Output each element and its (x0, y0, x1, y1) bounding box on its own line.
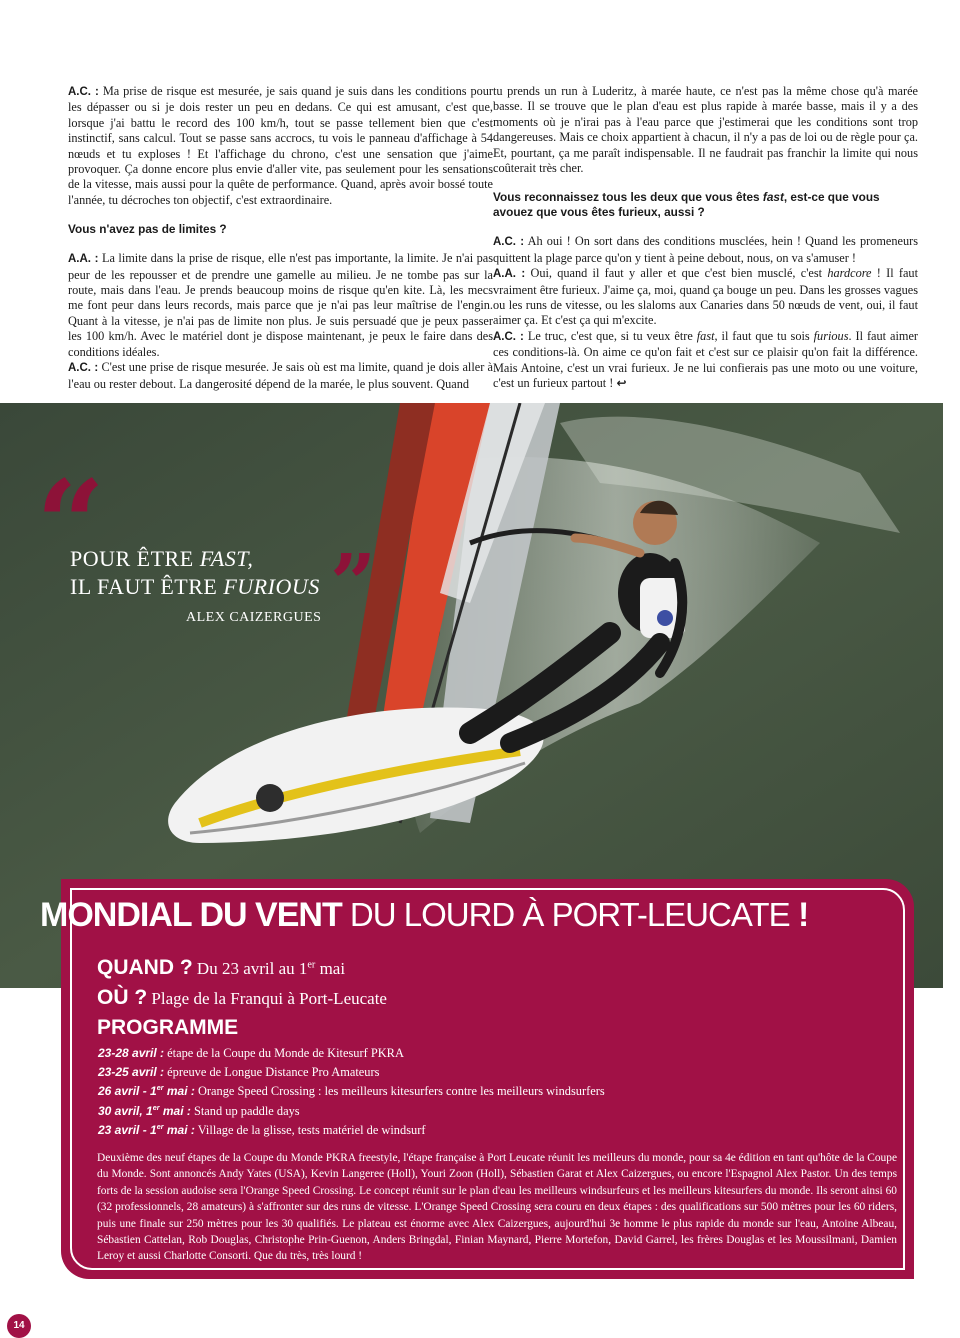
event-programme (97, 1016, 238, 1040)
answer-text: Ma prise de risque est mesurée, je sais quand je suis dans les conditions pour les dépasser ou si je dois rester un peu en dedans. Ce qui est amusant, c'est que, lorsque j'ai battu le record des 100 km/h, tout se passe tellement bien que c'est instinctif, sans calcul. Tout se passe sans accrocs, tu vois le panneau d'affichage à 54 nœuds et tu exploses ! Et l'affichage du chrono, c'est une sensation que j'aime provoquer. Ça donne encore plus envie d'aller vite, pas seulement pour les sensations de la vitesse, mais aussi pour la quête de performance. Quand, après avoir bossé toute l'année, tu décroches ton objectif, c'est extraordinaire. (68, 84, 493, 207)
speaker-label: A.C. : (493, 236, 525, 249)
answer-text: . Il faut aimer ces conditions-là. On aime ce qu'on fait et c'est sur ce plaisir qu'on fait la différence. Mais Antoine, c'est un vrai furieux. Je ne lui confierais pas une moto ou une voiture, c'est un furieux partout ! (493, 328, 919, 391)
quote-line-2 (70, 574, 320, 600)
answer-paragraph (68, 84, 493, 208)
programme-item (98, 1063, 605, 1082)
programme-item (98, 1082, 605, 1101)
answer-emphasis: hardcore (827, 266, 872, 281)
programme-date-sup: er (156, 1083, 164, 1093)
quote-emphasis: FURIOUS (223, 574, 320, 599)
quote-open-mark: “ (36, 454, 106, 595)
quote-text: POUR ÊTRE (70, 546, 200, 571)
programme-item (98, 1121, 605, 1140)
programme-date-text: 23-28 avril : (98, 1046, 165, 1060)
programme-text: épreuve de Longue Distance Pro Amateurs (164, 1065, 380, 1080)
programme-date-text: mai : (159, 1103, 191, 1118)
question-emphasis: fast (762, 190, 784, 205)
answer-paragraph (68, 251, 493, 360)
question-heading: Vous n'avez pas de limites ? (68, 222, 227, 237)
answer-emphasis: fast (696, 328, 715, 343)
event-when-text: mai (315, 959, 346, 978)
event-where-value: Plage de la Franqui à Port-Leucate (147, 989, 387, 1008)
programme-date-text: 30 avril, 1 (98, 1103, 153, 1118)
answer-text: ! Il faut vraiment être furieux. J'aime ça, moi, quand ça bouge un peu. Dans les grosses vagues ou les runs de vitesse, ou les slaloms aux Canaries dans 50 nœuds de vent, oui, il faut aimer ça. Et c'est ça qui m'excite. (493, 266, 918, 328)
answer-paragraph (493, 234, 918, 266)
answer-text: C'est une prise de risque mesurée. Je sais où est ma limite, quand je dois aller à l'eau ou rester debout. La dangerosité dépend de la marée, le plus souvent. Quand (68, 360, 493, 391)
programme-text: étape de la Coupe du Monde de Kitesurf PKRA (164, 1046, 404, 1060)
programme-list (98, 1044, 605, 1140)
end-mark-icon: ↩ (616, 376, 627, 391)
programme-text: Village de la glisse, tests matériel de windsurf (194, 1122, 426, 1137)
quote-emphasis: FAST, (199, 546, 254, 571)
event-when-text: Du 23 avril au 1 (192, 959, 308, 978)
quote-line-1 (70, 546, 253, 572)
question-heading (493, 190, 918, 220)
interview-column-right (493, 84, 918, 392)
quote-author: ALEX CAIZERGUES (186, 610, 322, 625)
interview-column-left (68, 84, 493, 392)
speaker-label: A.C. : (68, 362, 99, 375)
answer-text: La limite dans la prise de risque, elle n'est pas importante, la limite. Je n'ai pas peur de les repousser et de prendre une gamelle au milieu. Je ne tombe pas sur la route, mais dans l'eau. Je prends beaucoup moins de risque qu'en kite. Là, les mecs me font peur dans leurs records, mais parce que je n'ai pas leur maîtrise de l'engin. Quant à la vitesse, je n'ai pas de limite non plus. Je suis persuadé que je peux passer les 100 km/h. Avec le matériel dont je dispose maintenant, je peux le faire dans des conditions idéales. (68, 251, 494, 359)
question-text: , est-ce que vous avouez que vous êtes furieux, aussi ? (493, 190, 880, 220)
programme-date (98, 1123, 195, 1137)
quote-text: IL FAUT ÊTRE (70, 574, 224, 599)
programme-date-text: mai : (163, 1122, 195, 1137)
event-when-label: QUAND ? (97, 956, 193, 979)
page-number: 14 (7, 1314, 31, 1338)
programme-text: Stand up paddle days (190, 1103, 300, 1118)
programme-date (98, 1065, 164, 1079)
answer-text: Le truc, c'est que, si tu veux être (527, 328, 697, 343)
answer-text: , il faut que tu sois (714, 328, 814, 343)
event-when-sup: er (307, 959, 316, 971)
event-title-bold: MONDIAL DU VENT (40, 896, 342, 934)
programme-date (98, 1084, 195, 1098)
event-title (40, 896, 808, 935)
programme-date-sup: er (156, 1121, 164, 1131)
answer-text: Oui, quand il faut y aller et que c'est bien musclé, c'est (530, 266, 828, 281)
programme-date (98, 1104, 191, 1118)
quote-close-mark: ” (330, 536, 377, 630)
event-title-thin: DU LOURD À PORT-LEUCATE (341, 896, 790, 933)
event-where-label: OÙ ? (97, 986, 148, 1009)
answer-paragraph (493, 329, 918, 392)
speaker-label: A.A. : (68, 253, 99, 266)
programme-date-sup: er (152, 1102, 160, 1112)
answer-paragraph (68, 360, 493, 392)
event-when (97, 956, 345, 980)
speaker-label: A.A. : (493, 268, 526, 281)
programme-date-text: mai : (163, 1084, 195, 1099)
event-when-value (193, 959, 345, 978)
answer-paragraph (493, 266, 918, 329)
programme-item (98, 1102, 605, 1121)
event-where (97, 986, 387, 1010)
programme-date-text: 23-25 avril : (98, 1065, 165, 1080)
programme-date-text: 26 avril - 1 (98, 1084, 157, 1099)
event-title-bang: ! (789, 896, 809, 934)
speaker-label: A.C. : (68, 86, 99, 98)
event-programme-label: PROGRAMME (97, 1016, 239, 1039)
answer-text: Ah oui ! On sort dans des conditions musclées, hein ! Quand les promeneurs quittent la plage parce qu'on y tient à peine debout, nous, on va s'amuser ! (493, 234, 918, 265)
answer-emphasis: furious (813, 328, 849, 343)
programme-date-text: 23 avril - 1 (98, 1122, 157, 1137)
question-text: Vous reconnaissez tous les deux que vous êtes (493, 190, 763, 205)
event-description: Deuxième des neuf étapes de la Coupe du Monde PKRA freestyle, l'étape française à Port Leucate réunit les meilleurs du monde, pour sa 4e édition en tant qu'hôte de la Coupe du Monde. Sont annoncés Andy Yates (USA), Kevin Langeree (Holl), Youri Zoon (Holl), Sébastien Garat et Alex Caizergues, ou encore l'Espagnol Alex Pastor. Un des temps forts de la session audoise sera l'Orange Speed Crossing. Le concept réunit sur le plan d'eau les meilleurs windsurfeurs et les meilleurs kitesurfers du monde. Ils seront ainsi 60 (32 professionnels, 28 amateurs) à s'affronter sur des runs de vitesse. L'Orange Speed Crossing sera couru en deux étapes : des qualifications sur 500 mètres pour les 60 riders, puis une finale sur 250 mètres pour les 30 qualifiés. Le plateau est énorme avec Alex Caizergues, aujourd'hui 3e homme le plus rapide du monde sur l'eau, Antoine Albeau, Sébastien Cattelan, Rob Douglas, Christophe Prin-Guenon, Anders Bringdal, Finian Maynard, Pierre Mortefon, David Garrel, les frères Douglas et les Moussilmani, Damien Leroy et aussi Charlotte Consorti. Que du très, très lourd ! (97, 1152, 897, 1263)
answer-paragraph: tu prends un run à Luderitz, à marée haute, ce n'est pas la même chose qu'à marée basse. Il se trouve que le plan d'eau est plus rapide à marée basse, mais il y a des moments où je n'irai pas à l'eau parce que j'estimerai que les conditions sont trop dangereuses. Mais ce choix appartient à chacun, il n'y a pas de loi ou de règle pour ça. Et, pourtant, ça me paraît indispensable. Il ne faudrait pas franchir la limite qui nous coûterait très cher. (493, 84, 918, 176)
speaker-label: A.C. : (493, 330, 524, 343)
programme-text: Orange Speed Crossing : les meilleurs kitesurfers contre les meilleurs windsurfers (194, 1084, 605, 1099)
programme-date (98, 1046, 164, 1060)
programme-item (98, 1044, 605, 1063)
